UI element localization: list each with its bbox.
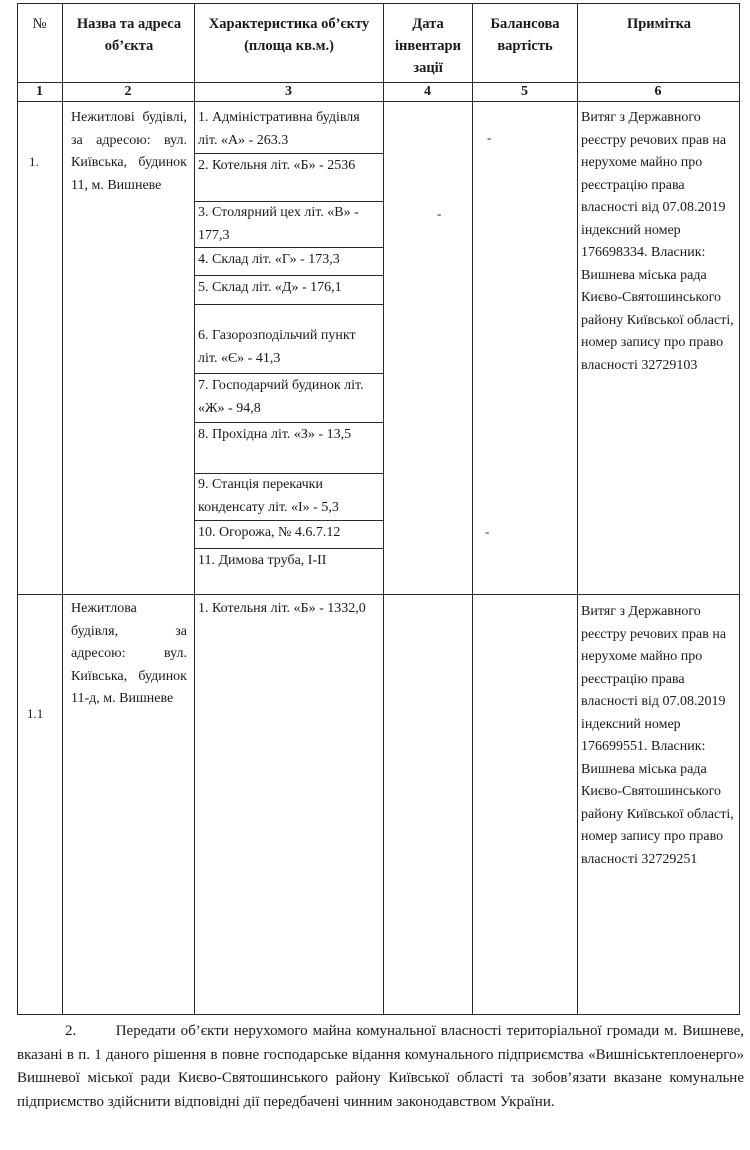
header-date: Дата інвентари зації [395, 16, 461, 76]
column-number: 5 [521, 84, 528, 99]
row-number: 1.1 [27, 706, 44, 721]
header-characteristics: Характеристика об’єкту (площа кв.м.) [208, 16, 370, 54]
characteristic-item: 8. Прохідна літ. «З» - 13,5 [198, 427, 352, 442]
column-number: 4 [424, 84, 431, 99]
characteristic-item: 1. Адміністративна будівля літ. «А» - 263.3 [198, 110, 360, 148]
col-border [577, 3, 578, 1015]
row-border [17, 1014, 740, 1015]
characteristic-item: 10. Огорожа, № 4.6.7.12 [198, 525, 341, 540]
col-border [739, 3, 740, 1015]
object-name-address: Нежитлова будівля, за адресою: вул. Київська, будинок 11-д, м. Вишневе [71, 601, 187, 706]
balance-value-extra: - [485, 524, 490, 539]
col-border [383, 3, 384, 1015]
item-border [194, 247, 384, 248]
row-border [17, 594, 740, 595]
note-text: Витяг з Державного реєстру речових прав на нерухоме майно про реєстрацію права власності від 07.08.2019 індексний номер 176698334. Власник: Вишнева міська рада Києво-Святошинського району Київської області, номер запису про право власності 32729103 [581, 110, 734, 373]
row-number: 1. [29, 154, 39, 169]
header-name: Назва та адреса об’єкта [76, 16, 182, 54]
characteristic-item: 2. Котельня літ. «Б» - 2536 [198, 158, 356, 173]
item-border [194, 520, 384, 521]
inventory-date: - [437, 206, 442, 221]
col-border [472, 3, 473, 1015]
item-border [194, 153, 384, 154]
property-table [17, 3, 740, 1015]
column-number: 2 [124, 84, 132, 99]
characteristic-item: 7. Господарчий будинок літ. «Ж» - 94,8 [198, 378, 364, 416]
characteristic-item: 5. Склад літ. «Д» - 176,1 [198, 280, 342, 295]
characteristic-item: 4. Склад літ. «Г» - 173,3 [198, 252, 340, 267]
col-border [194, 3, 195, 1015]
header-note: Примітка [626, 16, 692, 32]
object-name-address: Нежитлові будівлі, за адресою: вул. Київська, будинок 11, м. Вишневе [71, 110, 187, 193]
col-border [62, 3, 63, 1015]
characteristic-item: 3. Столярний цех літ. «В» - 177,3 [198, 205, 359, 243]
column-number: 1 [36, 84, 43, 99]
item-border [194, 304, 384, 305]
item-border [194, 422, 384, 423]
column-number: 6 [654, 84, 662, 99]
header-value: Балансова вартість [490, 16, 560, 54]
row-border [17, 101, 740, 102]
paragraph-number: 2. [65, 1023, 77, 1039]
item-border [194, 548, 384, 549]
item-border [194, 373, 384, 374]
characteristic-item: 11. Димова труба, І-ІІ [198, 553, 327, 568]
row-border [17, 3, 740, 4]
header-num: № [32, 16, 47, 32]
note-text: Витяг з Державного реєстру речових прав на нерухоме майно про реєстрацію права власності від 07.08.2019 індексний номер 176699551. Власник: Вишнева міська рада Києво-Святошинського району Київської області, номер запису про право власності 32729251 [581, 604, 734, 867]
balance-value: - [487, 130, 492, 145]
paragraph-text: Передати об’єкти нерухомого майна комунальної власності територіальної громади м. Вишневе, вказані в п. 1 даного рішення в повне господарське відання комунального підприємства «Вишнiськтеплоенерго» Вишневої міської ради Києво-Святошинського району Київської області та зобов’язати вказане комунальне підприємство здійснити відповідні дії передбачені чинним законодавством України. [17, 1023, 745, 1110]
col-border [17, 3, 18, 1015]
paragraph-2 [17, 1020, 744, 1114]
characteristic-item: 1. Котельня літ. «Б» - 1332,0 [198, 601, 366, 616]
column-number: 3 [285, 84, 292, 99]
characteristic-item: 6. Газорозподільчий пункт літ. «Є» - 41,3 [198, 328, 356, 366]
item-border [194, 275, 384, 276]
characteristic-item: 9. Станція перекачки конденсату літ. «І» - 5,3 [198, 477, 339, 515]
